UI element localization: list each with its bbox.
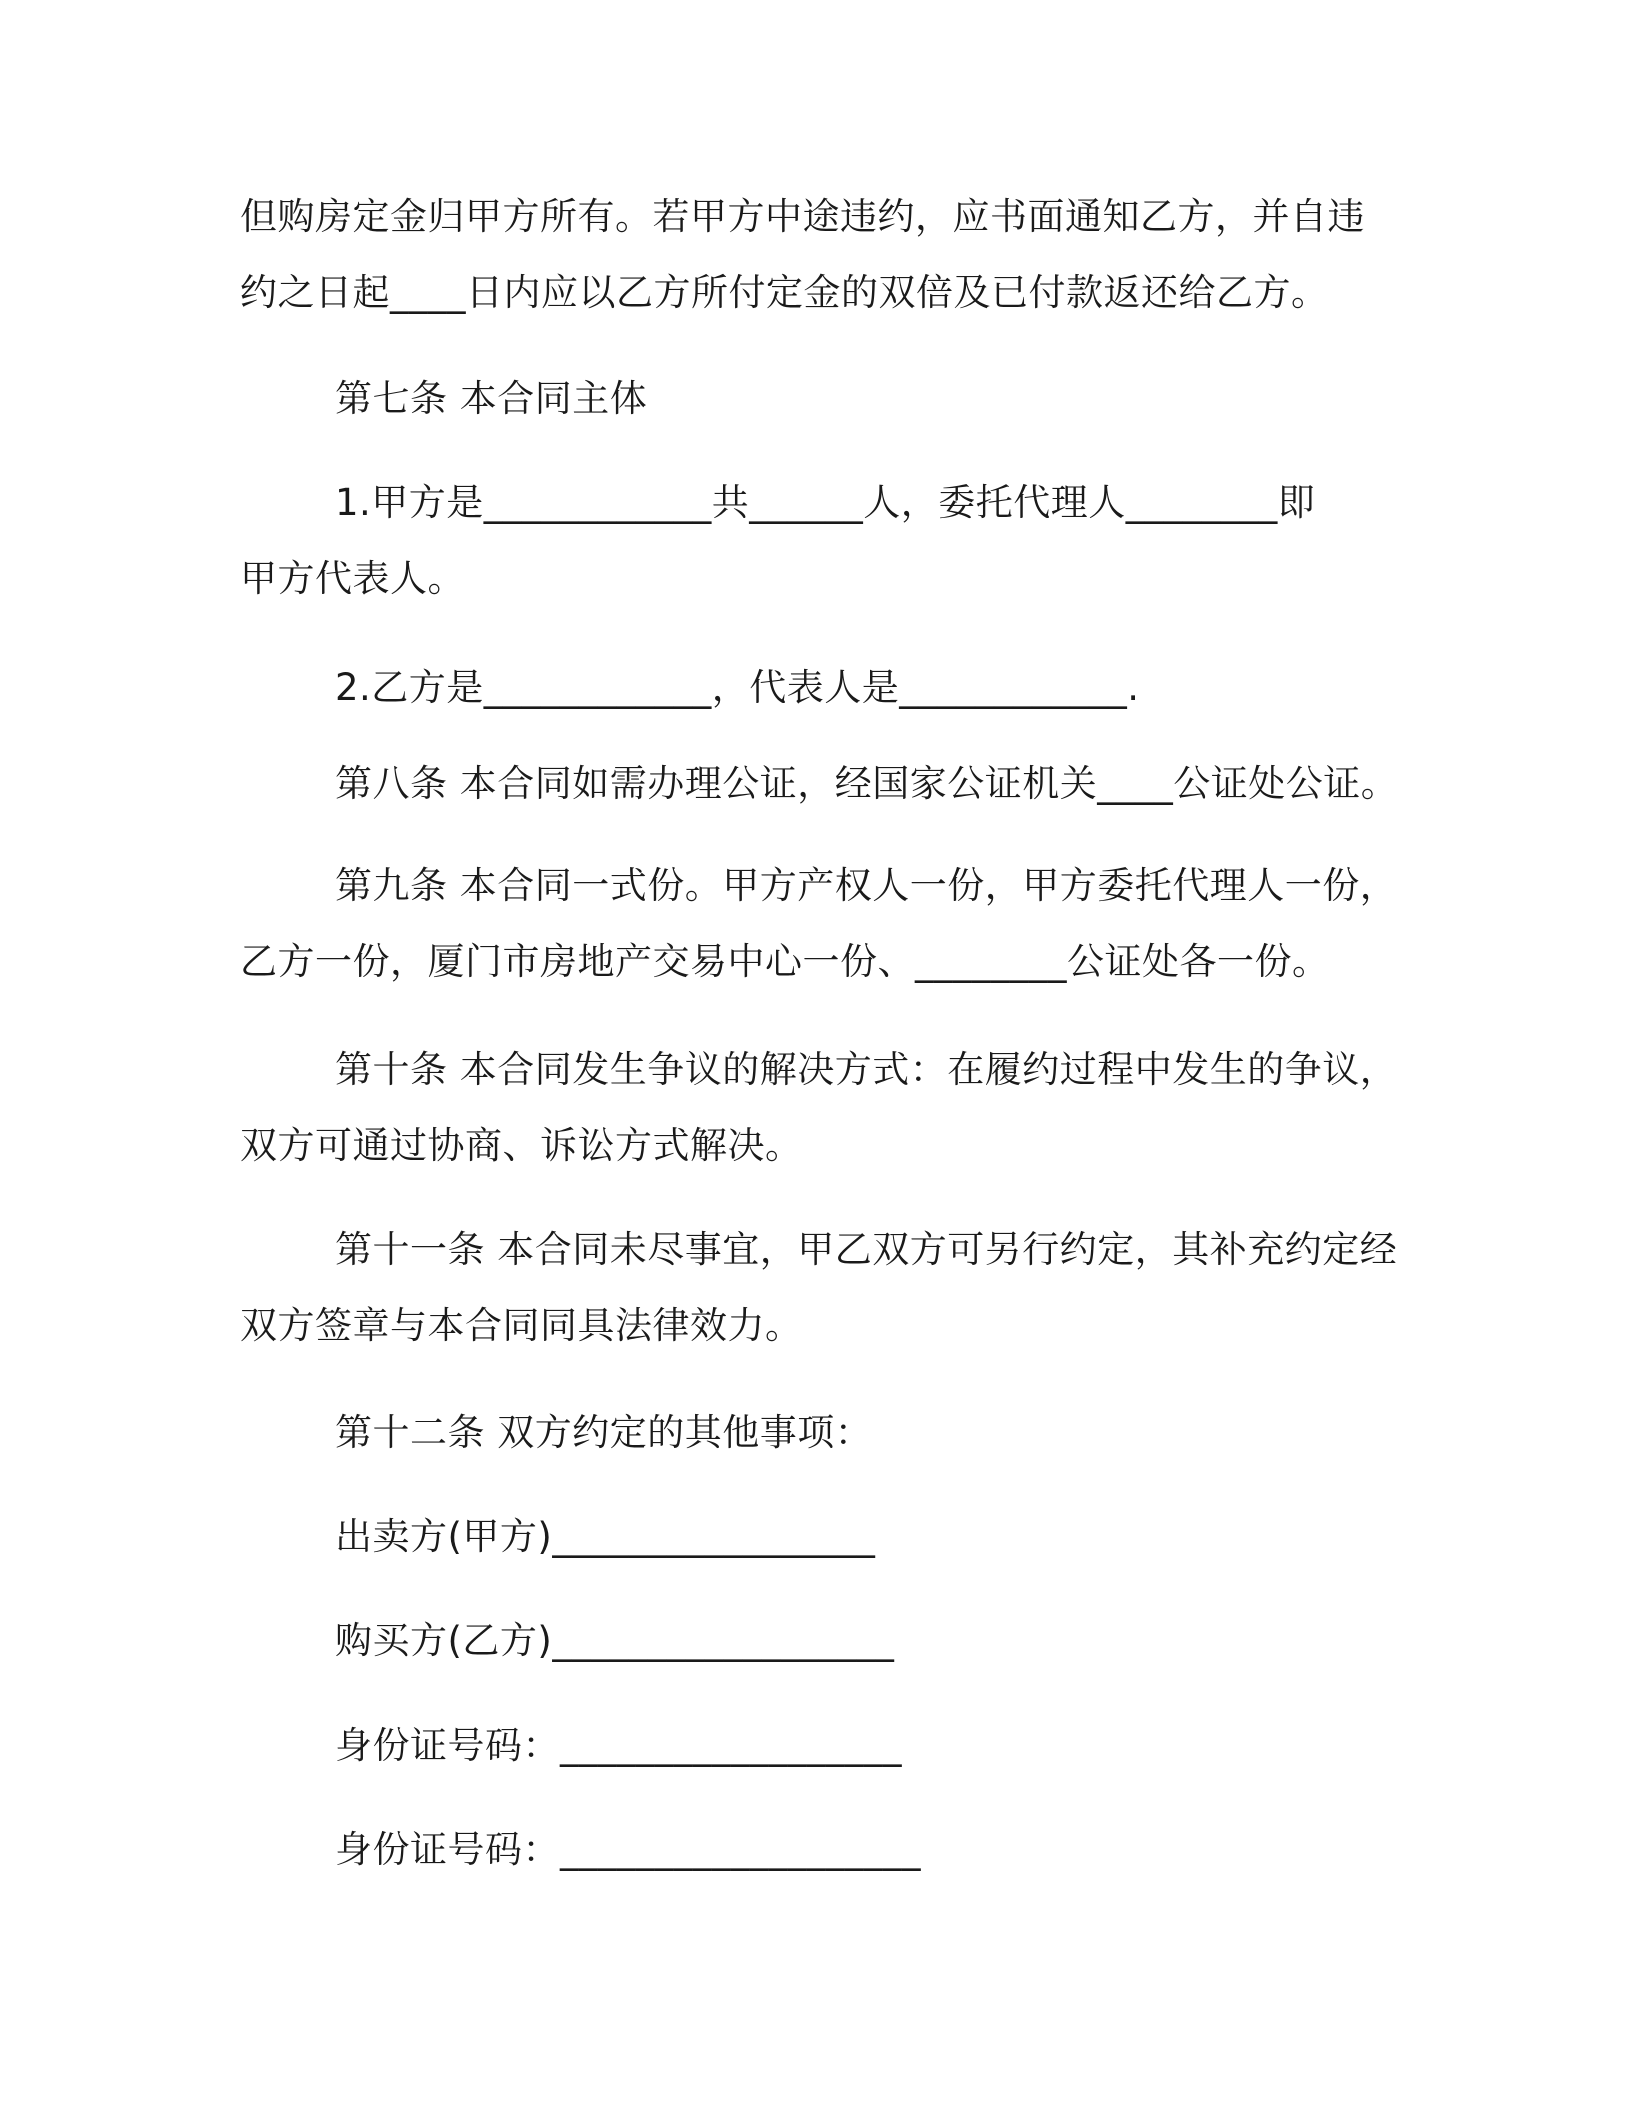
article-10: 第十条 本合同发生争议的解决方式：在履约过程中发生的争议， bbox=[335, 1048, 1398, 1091]
text-line: 2.乙方是____________，代表人是____________. bbox=[335, 666, 1140, 709]
article-9: 第九条 本合同一式份。甲方产权人一份，甲方委托代理人一份， bbox=[335, 864, 1398, 907]
id-number-line: 身份证号码：___________________ bbox=[335, 1828, 921, 1871]
article-8: 第八条 本合同如需办理公证，经国家公证机关____公证处公证。 bbox=[335, 762, 1399, 805]
text-line: 1.甲方是____________共______人，委托代理人________即 bbox=[335, 481, 1316, 524]
article-12: 第十二条 双方约定的其他事项： bbox=[335, 1411, 873, 1454]
text-line: 甲方代表人。 bbox=[240, 557, 465, 600]
text-line: 约之日起____日内应以乙方所付定金的双倍及已付款返还给乙方。 bbox=[240, 271, 1329, 314]
id-number-line: 身份证号码：__________________ bbox=[335, 1724, 902, 1767]
text-line: 双方签章与本合同同具法律效力。 bbox=[240, 1304, 803, 1347]
article-11: 第十一条 本合同未尽事宜，甲乙双方可另行约定，其补充约定经 bbox=[335, 1228, 1398, 1271]
buyer-signature-line: 购买方(乙方)__________________ bbox=[335, 1619, 895, 1662]
seller-signature-line: 出卖方(甲方)_________________ bbox=[335, 1515, 876, 1558]
text-line: 乙方一份，厦门市房地产交易中心一份、________公证处各一份。 bbox=[240, 940, 1330, 983]
text-line: 但购房定金归甲方所有。若甲方中途违约，应书面通知乙方，并自违 bbox=[240, 195, 1365, 238]
article-7-heading: 第七条 本合同主体 bbox=[335, 377, 648, 420]
text-line: 双方可通过协商、诉讼方式解决。 bbox=[240, 1124, 803, 1167]
